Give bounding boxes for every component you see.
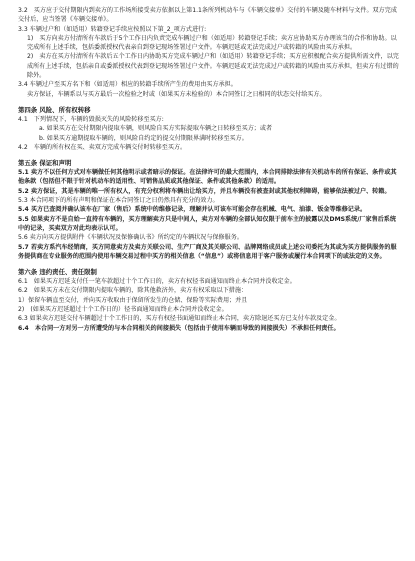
contract-paragraph: b. 如果买方逾期提取车辆的，则风险自约定的提交付期限界满时转移至买方。 <box>39 134 248 142</box>
contract-page <box>18 6 402 333</box>
contract-paragraph: 5.5 如果卖方不是自始一直持有车辆的，买方理解卖方只是中间人，卖方对车辆的全部认知仅限于前车主的披露以及DMS系统/厂家售后系统中的记录，买卖双方对此均表示认可。 <box>18 215 396 232</box>
contract-paragraph: 5.4 买方已查阅并确认该车在厂家（售后）系统中的维修记录，理解并认可该车可能会存在机械、电气、油漆、钣金等维修记录。 <box>18 206 367 214</box>
contract-paragraph: 5.3 本合同项下的所有声明和保证在本合同签订之日仍然具有充分的效力。 <box>18 197 219 205</box>
contract-paragraph: 2) (如果买方迟延超过十个工作日的）径书面通知而终止本合同并没收定金。 <box>18 306 228 314</box>
contract-paragraph: 5.1 卖方不以任何方式对车辆做任何其他明示或者暗示的保证。在法律许可的最大范围内，本合同排除法律有关机动车的所有保证、条件或其他条款（包括但不限于针对机动车的适用性、可销售品质或其他保证、条件或其他条款）的适用。 <box>18 169 397 186</box>
contract-paragraph: 5.7 若卖方系汽车经销商，买方同意卖方及卖方关联公司、生产厂商及其关联公司、品牌网络成员或上述公司委托为其或为买方提供服务的服务提供商在专业服务的范围内使用车辆交易过程中买方的相关信息（“信息”）或将信息用于客户服务或履行本合同项下的或法定的义务。 <box>18 243 397 260</box>
contract-paragraph: 6.4 本合同一方对另一方所遭受的与本合同相关的间接损失（包括由于使用车辆而导致的间接损失）不承担任何责任。 <box>18 324 340 332</box>
contract-paragraph: 第四条 风险、所有权转移 <box>18 105 91 114</box>
contract-paragraph: 3.4 车辆过户至买方名下和（如适用）相应的转籍手续所产生的费用由买方承担。 <box>18 81 237 89</box>
contract-paragraph: 1）保留车辆直至交付，并向买方收取由于保留所发生的仓储、保险等实际费用；并且 <box>18 296 248 304</box>
contract-paragraph: a. 如果买方在交付期限内提取车辆，则风险自买方实际提取车辆之日转移至买方；或者 <box>39 125 273 133</box>
contract-paragraph: 卖方保证，车辆系以与买方最后一次检验之时或（如果买方未检验的）本合同签订之日相同的状态交付给买方。 <box>27 90 326 98</box>
contract-paragraph: 3.3 车辆过户和（如适用）转籍登记手续应按照以下第_2_项方式进行: <box>18 25 207 33</box>
contract-paragraph: 4.1 下列情况下，车辆的毁损灭失的风险转移至买方: <box>18 115 164 123</box>
contract-paragraph: 6.3 如果卖方迟延交付车辆超过十个工作日的，买方有权径书面通知而终止本合同，卖方除退还买方已支付车款及定金。 <box>18 315 341 323</box>
contract-paragraph: 3.2 买方应于交付期限内到卖方的工作场所接受卖方依据以上第1.1条所列机动车与《车辆交接单》交付的车辆及随车材料与文件。双方完成交付后，应当签署《车辆交接单》。 <box>18 7 397 24</box>
contract-paragraph: 2) 卖方在买方付清所有车款后五个工作日内协助买方完成车辆过户和（如适用）转籍登记手续；买方应积极配合卖方提供所需文件，以完成所有上述手续，包括亲自或委派授权代表到登记现场签署过户文件。车辆迟延或无法完成过户或转籍的风险由买方承担，但卖方有过错的除外。 <box>27 53 399 80</box>
contract-paragraph: 5.2 卖方保证，其是车辆的唯一所有权人，有充分权利将车辆出让给买方，并且车辆没有被查封或其他权利障碍，能够依法被过户、转籍。 <box>18 187 391 195</box>
contract-paragraph: 1) 买方向卖方付清所有车款后于5个工作日内负责完成车辆过户和（如适用）转籍登记手续；卖方应协助买方办理该当的合作和协助。以完成所有上述手续，包括委派授权代表亲自到登记现场签署过户文件。车辆迟延或无法完成过户或转籍的风险由买方承担。 <box>27 34 397 52</box>
contract-paragraph: 6.2 如果买方未在交付期限内提取车辆的，除其他救济外，卖方有权采取以下措施： <box>18 287 248 295</box>
contract-paragraph: 4.2 车辆的所有权在买、卖双方完成车辆交付时转移至买方。 <box>18 143 187 151</box>
contract-paragraph: 第六条 违约责任、责任限制 <box>18 268 97 277</box>
contract-paragraph: 第五条 保证和声明 <box>18 159 72 168</box>
contract-paragraph: 6.1 如果买方迟延支付任一笔车款超过十个工作日的，卖方有权径书面通知而终止本合同并没收定金。 <box>18 278 296 286</box>
contract-paragraph: 5.6 卖方向买方提供附件《车辆状况及保修确认书》所约定的车辆状况与保修服务。 <box>18 234 243 242</box>
